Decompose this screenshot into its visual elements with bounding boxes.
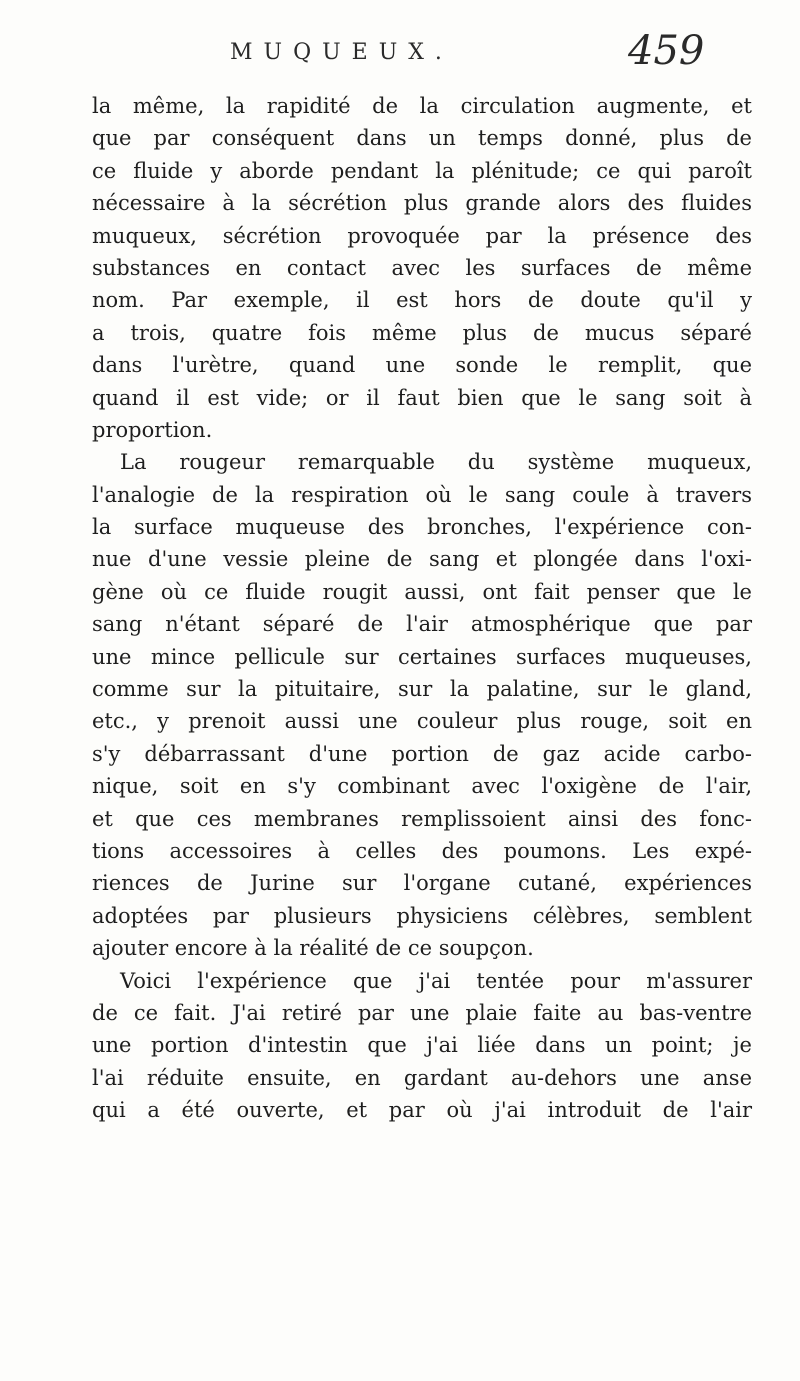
text-line: nom. Par exemple, il est hors de doute qu'il y bbox=[92, 288, 752, 313]
page-number: 459 bbox=[628, 28, 705, 74]
text-line: nique, soit en s'y combinant avec l'oxigène de l'air, bbox=[92, 774, 752, 799]
text-line: Voici l'expérience que j'ai tentée pour m'assurer bbox=[120, 968, 752, 993]
text-line: ajouter encore à la réalité de ce soupçon. bbox=[92, 936, 534, 961]
text-line: adoptées par plusieurs physiciens célèbres, semblent bbox=[92, 903, 752, 928]
text-line: a trois, quatre fois même plus de mucus séparé bbox=[92, 320, 752, 345]
running-title: MUQUEUX. bbox=[230, 40, 453, 65]
text-line: substances en contact avec les surfaces de même bbox=[92, 255, 752, 280]
text-line: ce fluide y aborde pendant la plénitude; ce qui paroît bbox=[92, 158, 752, 183]
text-line: etc., y prenoit aussi une couleur plus rouge, soit en bbox=[92, 709, 752, 734]
text-line: muqueux, sécrétion provoquée par la présence des bbox=[92, 223, 752, 248]
text-line: la même, la rapidité de la circulation augmente, et bbox=[92, 94, 752, 118]
text-line: qui a été ouverte, et par où j'ai introduit de l'air bbox=[92, 1098, 752, 1123]
text-line: proportion. bbox=[92, 417, 213, 442]
text-line: une mince pellicule sur certaines surfaces muqueuses, bbox=[92, 644, 752, 669]
body-text bbox=[92, 90, 752, 1127]
text-line: tions accessoires à celles des poumons. Les expé- bbox=[92, 838, 752, 863]
text-line: sang n'étant séparé de l'air atmosphérique que par bbox=[92, 612, 752, 637]
text-line: s'y débarrassant d'une portion de gaz acide carbo- bbox=[92, 741, 752, 766]
text-line: la surface muqueuse des bronches, l'expérience con- bbox=[92, 515, 752, 540]
text-line: nécessaire à la sécrétion plus grande alors des fluides bbox=[92, 191, 752, 216]
text-line: comme sur la pituitaire, sur la palatine, sur le gland, bbox=[92, 677, 752, 702]
text-line: l'analogie de la respiration où le sang coule à travers bbox=[92, 482, 752, 507]
text-line: une portion d'intestin que j'ai liée dans un point; je bbox=[92, 1033, 752, 1058]
text-line: quand il est vide; or il faut bien que le sang soit à bbox=[92, 385, 752, 410]
text-line: que par conséquent dans un temps donné, plus de bbox=[92, 126, 752, 151]
text-line: nue d'une vessie pleine de sang et plongée dans l'oxi- bbox=[92, 547, 752, 572]
text-line: l'ai réduite ensuite, en gardant au-dehors une anse bbox=[92, 1065, 752, 1090]
text-line: La rougeur remarquable du système muqueux, bbox=[120, 450, 752, 475]
text-line: de ce fait. J'ai retiré par une plaie faite au bas-ventre bbox=[92, 1000, 752, 1025]
text-line: dans l'urètre, quand une sonde le remplit, que bbox=[92, 353, 752, 378]
text-line: gène où ce fluide rougit aussi, ont fait penser que le bbox=[92, 579, 752, 604]
text-line: et que ces membranes remplissoient ainsi des fonc- bbox=[92, 806, 752, 831]
text-line: riences de Jurine sur l'organe cutané, expériences bbox=[92, 871, 752, 896]
